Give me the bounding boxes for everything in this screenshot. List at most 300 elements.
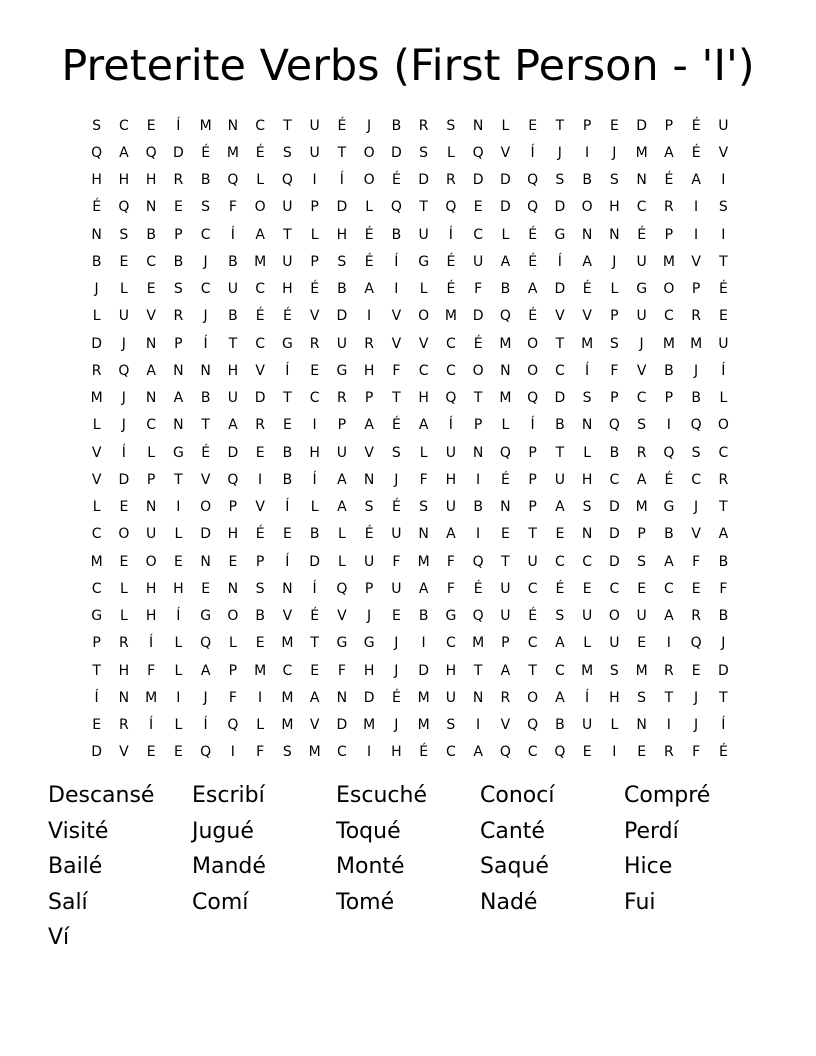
grid-cell: R <box>119 717 129 734</box>
grid-cell: A <box>555 499 565 516</box>
grid-cell: M <box>635 662 648 679</box>
grid-cell: U <box>418 226 429 243</box>
grid-cell: E <box>146 744 156 761</box>
grid-cell: H <box>91 172 102 189</box>
grid-cell: L <box>147 444 156 461</box>
grid-cell: I <box>476 717 481 734</box>
word-list-item: Toqué <box>336 818 401 844</box>
grid-cell: J <box>694 717 699 734</box>
grid-cell: Í <box>203 335 208 352</box>
grid-cell: A <box>200 662 211 679</box>
grid-cell: B <box>718 553 729 570</box>
grid-cell: D <box>418 172 430 189</box>
grid-cell: U <box>391 526 402 543</box>
grid-cell: U <box>636 253 647 270</box>
grid-cell: I <box>312 417 317 434</box>
grid-cell: M <box>363 717 376 734</box>
grid-cell: B <box>255 608 265 625</box>
grid-cell: A <box>337 471 347 488</box>
grid-row <box>83 412 743 439</box>
word-list-item: Conocí <box>480 783 555 808</box>
grid-cell: E <box>173 199 183 216</box>
grid-cell: J <box>394 471 399 488</box>
grid-cell: T <box>337 144 347 161</box>
grid-cell: Q <box>227 172 239 189</box>
grid-cell: J <box>721 635 726 652</box>
grid-cell: P <box>255 553 265 570</box>
grid-cell: H <box>445 662 457 679</box>
grid-cell: S <box>282 744 292 761</box>
grid-cell: N <box>336 689 348 706</box>
grid-cell: J <box>612 144 617 161</box>
grid-cell: B <box>200 390 211 407</box>
grid-cell: V <box>391 335 402 352</box>
grid-cell: P <box>473 417 483 434</box>
grid-cell: L <box>92 308 101 325</box>
grid-cell: P <box>310 199 319 216</box>
grid-cell: L <box>610 717 619 734</box>
grid-cell: U <box>336 444 347 461</box>
grid-cell: S <box>364 499 374 516</box>
grid-cell: C <box>663 580 674 597</box>
grid-cell: L <box>92 499 101 516</box>
grid-cell: D <box>499 199 511 216</box>
grid-cell: S <box>582 499 592 516</box>
grid-cell: L <box>256 172 265 189</box>
grid-cell: T <box>228 335 238 352</box>
grid-cell: I <box>666 717 671 734</box>
grid-cell: É <box>419 744 429 761</box>
grid-cell: J <box>394 635 399 652</box>
grid-cell: Í <box>285 553 290 570</box>
grid-cell: N <box>200 553 211 570</box>
grid-cell: O <box>227 608 239 625</box>
grid-cell: G <box>336 635 348 652</box>
grid-cell: F <box>474 281 483 298</box>
grid-cell: P <box>691 281 701 298</box>
grid-cell: D <box>336 308 348 325</box>
grid-cell: F <box>337 662 346 679</box>
grid-cell: P <box>310 253 319 270</box>
grid-cell: M <box>254 253 267 270</box>
grid-cell: C <box>445 744 456 761</box>
grid-cell: I <box>312 172 317 189</box>
grid-cell: É <box>201 444 211 461</box>
grid-cell: T <box>528 526 537 543</box>
grid-cell: É <box>364 526 374 543</box>
grid-cell: Q <box>281 172 293 189</box>
grid-cell: I <box>258 689 263 706</box>
grid-cell: M <box>444 308 457 325</box>
grid-cell: L <box>310 499 319 516</box>
grid-cell: V <box>91 444 102 461</box>
grid-cell: T <box>92 662 101 679</box>
grid-cell: F <box>392 362 401 379</box>
grid-cell: L <box>719 390 728 407</box>
grid-cell: N <box>227 117 239 134</box>
grid-cell: C <box>473 226 484 243</box>
grid-cell: J <box>203 253 208 270</box>
grid-cell: C <box>282 662 293 679</box>
grid-cell: T <box>473 390 483 407</box>
grid-cell: S <box>419 499 429 516</box>
grid-cell: O <box>363 172 375 189</box>
grid-cell: C <box>691 471 702 488</box>
grid-cell: I <box>176 689 181 706</box>
grid-cell: D <box>118 471 130 488</box>
grid-cell: I <box>421 635 426 652</box>
grid-cell: T <box>555 117 565 134</box>
grid-cell: Í <box>203 717 208 734</box>
grid-cell: T <box>392 390 401 407</box>
grid-cell: C <box>255 117 266 134</box>
grid-cell: J <box>94 281 99 298</box>
grid-cell: V <box>691 526 701 543</box>
grid-row <box>83 684 743 711</box>
grid-cell: V <box>500 717 511 734</box>
grid-cell: E <box>146 117 156 134</box>
grid-cell: B <box>391 117 402 134</box>
grid-cell: S <box>119 226 129 243</box>
grid-cell: É <box>528 608 538 625</box>
grid-cell: L <box>310 226 319 243</box>
grid-cell: J <box>557 144 562 161</box>
grid-cell: D <box>227 444 239 461</box>
grid-cell: J <box>394 662 399 679</box>
grid-cell: S <box>637 417 647 434</box>
grid-cell: B <box>555 717 565 734</box>
grid-cell: C <box>336 744 347 761</box>
grid-cell: S <box>255 580 265 597</box>
grid-cell: D <box>554 199 566 216</box>
grid-cell: D <box>554 281 566 298</box>
grid-cell: J <box>612 253 617 270</box>
grid-cell: M <box>281 635 294 652</box>
grid-cell: Í <box>176 117 181 134</box>
grid-cell: I <box>694 226 699 243</box>
grid-cell: A <box>527 281 538 298</box>
grid-cell: L <box>583 444 592 461</box>
grid-cell: F <box>392 553 401 570</box>
grid-cell: É <box>391 172 401 189</box>
grid-cell: H <box>173 580 184 597</box>
grid-cell: M <box>145 689 158 706</box>
grid-cell: E <box>201 580 211 597</box>
grid-cell: I <box>367 308 372 325</box>
grid-cell: V <box>636 362 647 379</box>
grid-cell: Q <box>554 744 566 761</box>
grid-cell: L <box>228 635 237 652</box>
grid-cell: M <box>254 662 267 679</box>
grid-cell: C <box>255 335 266 352</box>
grid-cell: T <box>501 553 510 570</box>
grid-cell: D <box>390 144 402 161</box>
grid-row <box>83 439 743 466</box>
grid-cell: T <box>174 471 183 488</box>
grid-cell: A <box>364 417 374 434</box>
grid-cell: Q <box>499 744 511 761</box>
grid-cell: U <box>118 308 129 325</box>
grid-row <box>83 139 743 166</box>
grid-cell: M <box>690 335 703 352</box>
grid-cell: L <box>174 526 183 543</box>
grid-cell: L <box>256 717 265 734</box>
grid-cell: V <box>146 308 156 325</box>
grid-cell: I <box>476 471 481 488</box>
grid-cell: H <box>418 390 429 407</box>
grid-cell: C <box>527 635 538 652</box>
grid-cell: É <box>664 471 674 488</box>
grid-cell: Í <box>585 689 590 706</box>
grid-cell: B <box>91 253 102 270</box>
grid-cell: P <box>174 226 183 243</box>
grid-row <box>83 548 743 575</box>
grid-cell: D <box>472 172 484 189</box>
grid-cell: A <box>364 281 374 298</box>
grid-cell: C <box>663 308 674 325</box>
grid-cell: P <box>228 499 238 516</box>
grid-cell: P <box>637 526 646 543</box>
grid-cell: V <box>500 144 511 161</box>
grid-cell: C <box>200 226 211 243</box>
grid-cell: G <box>281 335 293 352</box>
grid-cell: I <box>612 744 617 761</box>
grid-cell: R <box>255 417 265 434</box>
grid-cell: R <box>418 117 429 134</box>
grid-cell: É <box>337 117 347 134</box>
word-list-item: Perdí <box>624 818 679 844</box>
grid-cell: Í <box>585 362 590 379</box>
grid-cell: A <box>718 526 729 543</box>
grid-cell: U <box>554 471 565 488</box>
grid-cell: É <box>691 144 701 161</box>
grid-cell: U <box>582 608 593 625</box>
grid-cell: T <box>283 226 292 243</box>
grid-cell: J <box>121 335 126 352</box>
grid-cell: V <box>200 471 211 488</box>
grid-cell: Q <box>390 199 402 216</box>
grid-cell: S <box>691 444 701 461</box>
grid-cell: F <box>446 580 455 597</box>
grid-cell: E <box>228 553 238 570</box>
grid-cell: C <box>255 281 266 298</box>
grid-cell: S <box>173 281 183 298</box>
grid-cell: L <box>583 635 592 652</box>
grid-cell: B <box>337 281 347 298</box>
grid-cell: I <box>476 526 481 543</box>
grid-cell: E <box>173 553 183 570</box>
grid-cell: M <box>90 553 103 570</box>
grid-cell: J <box>694 362 699 379</box>
grid-cell: Q <box>690 635 702 652</box>
grid-cell: Q <box>227 717 239 734</box>
grid-cell: B <box>473 499 483 516</box>
grid-cell: E <box>718 308 728 325</box>
word-list-item: Hice <box>624 854 673 879</box>
grid-cell: L <box>174 717 183 734</box>
grid-cell: H <box>227 526 239 543</box>
grid-cell: I <box>258 471 263 488</box>
grid-cell: O <box>527 362 539 379</box>
grid-cell: N <box>418 526 429 543</box>
grid-cell: Í <box>721 717 726 734</box>
grid-cell: B <box>282 444 293 461</box>
grid-row <box>83 194 743 221</box>
grid-cell: J <box>367 117 372 134</box>
grid-cell: Q <box>527 172 539 189</box>
grid-row <box>83 330 743 357</box>
grid-cell: U <box>227 390 238 407</box>
grid-cell: P <box>92 635 101 652</box>
grid-cell: M <box>226 144 239 161</box>
grid-cell: E <box>500 526 510 543</box>
grid-cell: D <box>336 199 348 216</box>
grid-cell: L <box>119 580 128 597</box>
grid-cell: N <box>609 226 620 243</box>
grid-row <box>83 657 743 684</box>
grid-cell: T <box>201 417 210 434</box>
grid-cell: O <box>663 281 675 298</box>
grid-cell: R <box>446 172 456 189</box>
grid-cell: Q <box>200 744 212 761</box>
grid-cell: Q <box>472 553 484 570</box>
grid-cell: D <box>554 390 566 407</box>
grid-cell: N <box>472 689 484 706</box>
grid-cell: N <box>200 362 211 379</box>
grid-cell: Q <box>118 362 130 379</box>
grid-cell: H <box>363 362 375 379</box>
grid-cell: M <box>472 635 485 652</box>
grid-cell: G <box>445 608 457 625</box>
grid-cell: O <box>418 308 430 325</box>
grid-cell: S <box>637 553 647 570</box>
grid-cell: A <box>555 689 565 706</box>
grid-cell: Q <box>690 417 702 434</box>
grid-cell: U <box>500 580 511 597</box>
grid-cell: U <box>718 117 729 134</box>
grid-cell: E <box>310 662 320 679</box>
grid-cell: A <box>146 362 156 379</box>
word-list-item: Compré <box>624 783 711 808</box>
grid-cell: C <box>609 580 620 597</box>
grid-cell: F <box>446 553 455 570</box>
grid-cell: N <box>145 335 157 352</box>
grid-cell: Q <box>472 144 484 161</box>
grid-cell: Í <box>530 144 535 161</box>
grid-cell: É <box>310 281 320 298</box>
grid-cell: A <box>664 608 674 625</box>
grid-cell: Í <box>149 635 154 652</box>
grid-cell: N <box>227 580 239 597</box>
grid-cell: B <box>418 608 429 625</box>
grid-cell: S <box>391 444 401 461</box>
grid-cell: C <box>91 526 102 543</box>
grid-cell: E <box>119 499 129 516</box>
grid-row <box>83 494 743 521</box>
grid-cell: É <box>528 253 538 270</box>
grid-cell: U <box>500 608 511 625</box>
grid-cell: O <box>145 553 157 570</box>
grid-cell: M <box>635 144 648 161</box>
grid-cell: N <box>118 689 130 706</box>
grid-cell: U <box>364 553 375 570</box>
grid-cell: R <box>664 662 674 679</box>
grid-cell: R <box>119 635 129 652</box>
letter-grid <box>83 112 743 766</box>
grid-cell: D <box>309 553 321 570</box>
grid-cell: S <box>555 608 565 625</box>
grid-cell: N <box>636 717 647 734</box>
grid-cell: E <box>555 526 565 543</box>
grid-cell: É <box>391 499 401 516</box>
grid-cell: L <box>419 281 428 298</box>
grid-cell: Í <box>285 499 290 516</box>
grid-cell: N <box>145 390 157 407</box>
grid-cell: Í <box>339 172 344 189</box>
grid-cell: D <box>363 689 375 706</box>
grid-cell: V <box>555 308 565 325</box>
grid-cell: V <box>337 608 347 625</box>
grid-cell: L <box>119 608 128 625</box>
grid-cell: P <box>610 390 619 407</box>
grid-cell: H <box>609 199 620 216</box>
grid-cell: I <box>694 199 699 216</box>
grid-cell: B <box>391 226 402 243</box>
grid-cell: B <box>582 172 592 189</box>
grid-cell: A <box>473 744 483 761</box>
grid-cell: U <box>391 580 402 597</box>
grid-cell: Q <box>445 390 457 407</box>
grid-cell: F <box>228 199 237 216</box>
grid-cell: L <box>501 417 510 434</box>
grid-cell: M <box>499 390 512 407</box>
grid-cell: V <box>255 499 265 516</box>
grid-cell: É <box>718 744 728 761</box>
grid-cell: L <box>365 199 374 216</box>
grid-cell: A <box>418 417 429 434</box>
grid-cell: T <box>719 499 728 516</box>
word-list-item: Canté <box>480 818 545 844</box>
grid-cell: O <box>472 362 484 379</box>
grid-cell: F <box>692 744 701 761</box>
grid-cell: N <box>581 226 593 243</box>
grid-cell: S <box>609 172 619 189</box>
word-list <box>48 778 768 956</box>
grid-cell: D <box>91 335 103 352</box>
grid-cell: I <box>721 172 726 189</box>
grid-cell: J <box>394 717 399 734</box>
grid-cell: B <box>691 390 701 407</box>
grid-cell: Q <box>118 199 130 216</box>
grid-cell: R <box>636 444 647 461</box>
word-list-item: Tomé <box>336 889 395 915</box>
grid-cell: M <box>417 553 430 570</box>
grid-cell: V <box>691 253 701 270</box>
grid-cell: E <box>637 635 647 652</box>
grid-cell: N <box>173 362 184 379</box>
grid-cell: H <box>145 580 157 597</box>
grid-cell: J <box>203 308 208 325</box>
grid-cell: V <box>119 744 129 761</box>
grid-cell: H <box>282 281 293 298</box>
grid-cell: B <box>309 526 320 543</box>
grid-cell: Í <box>394 253 399 270</box>
grid-cell: U <box>636 608 647 625</box>
grid-cell: O <box>581 199 593 216</box>
grid-cell: C <box>445 335 456 352</box>
word-list-item: Mandé <box>192 854 266 879</box>
grid-cell: N <box>472 117 484 134</box>
